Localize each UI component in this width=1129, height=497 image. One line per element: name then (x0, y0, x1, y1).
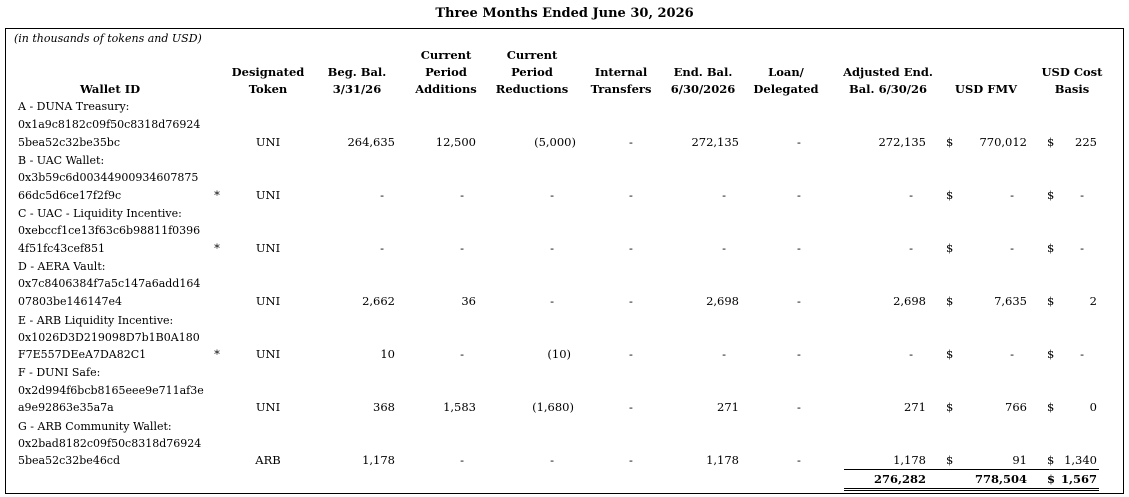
header-end-bal: End. Bal. 6/30/2026 (670, 65, 736, 96)
reductions-value: - (550, 241, 554, 255)
total-rule-bottom-1 (844, 488, 1099, 489)
header-reductions: Current Period Reductions (495, 48, 569, 96)
internal-transfers-value: - (629, 294, 633, 308)
usd-cost-basis-value: - (1080, 188, 1084, 202)
internal-transfers-value: - (629, 188, 633, 202)
wallet-address-line1: 0x1026D3D219098D7b1B0A180 (18, 331, 200, 344)
header-beg-bal: Beg. Bal. 3/31/26 (327, 65, 387, 96)
usd-fmv-value: 91 (1012, 453, 1027, 467)
reductions-value: (10) (547, 347, 571, 361)
internal-transfers-value: - (629, 135, 633, 149)
designated-token: UNI (255, 241, 281, 255)
usd-cost-basis-value: 0 (1089, 400, 1097, 414)
designated-token: ARB (255, 453, 281, 467)
beg-bal-value: 2,662 (362, 294, 395, 308)
wallet-address-line2: 66dc5d6ce17f2f9c (18, 189, 122, 202)
wallet-address-line1: 0xebccf1ce13f63c6b98811f0396 (18, 224, 201, 237)
additions-value: - (460, 188, 464, 202)
wallet-address-line2: 5bea52c32be35bc (18, 136, 121, 149)
end-bal-value: 2,698 (706, 294, 739, 308)
loan-delegated-value: - (797, 241, 801, 255)
additions-value: - (460, 241, 464, 255)
internal-transfers-value: - (629, 347, 633, 361)
header-wallet-id: Wallet ID (79, 82, 141, 96)
cost-dollar-sign: $ (1047, 347, 1055, 361)
reductions-value: - (550, 453, 554, 467)
total-rule-top (844, 469, 1099, 470)
adjusted-end-bal-value: 272,135 (878, 135, 926, 149)
loan-delegated-value: - (797, 453, 801, 467)
usd-cost-basis-value: - (1080, 347, 1084, 361)
units-note: (in thousands of tokens and USD) (14, 32, 202, 45)
star-marker: * (214, 241, 220, 255)
fmv-dollar-sign: $ (946, 400, 954, 414)
total-cost-dollar-sign: $ (1047, 472, 1056, 486)
loan-delegated-value: - (797, 294, 801, 308)
adjusted-end-bal-value: - (909, 347, 913, 361)
wallet-name: B - UAC Wallet: (18, 154, 105, 167)
beg-bal-value: - (380, 241, 384, 255)
cost-dollar-sign: $ (1047, 400, 1055, 414)
beg-bal-value: 1,178 (362, 453, 395, 467)
wallet-name: A - DUNA Treasury: (18, 100, 130, 113)
wallet-address-line2: a9e92863e35a7a (18, 401, 114, 414)
total-adjusted-end-bal: 276,282 (873, 472, 926, 486)
additions-value: 1,583 (443, 400, 476, 414)
internal-transfers-value: - (629, 453, 633, 467)
adjusted-end-bal-value: - (909, 241, 913, 255)
wallet-address-line1: 0x1a9c8182c09f50c8318d76924 (18, 118, 201, 131)
end-bal-value: 272,135 (691, 135, 739, 149)
wallet-name: C - UAC - Liquidity Incentive: (18, 207, 182, 220)
cost-dollar-sign: $ (1047, 294, 1055, 308)
header-internal-transfers: Internal Transfers (590, 65, 652, 96)
wallet-address-line2: 07803be146147e4 (18, 295, 123, 308)
designated-token: UNI (255, 400, 281, 414)
beg-bal-value: 10 (380, 347, 395, 361)
designated-token: UNI (255, 188, 281, 202)
header-usd-cost-basis: USD Cost Basis (1041, 65, 1103, 96)
designated-token: UNI (255, 347, 281, 361)
reductions-value: - (550, 294, 554, 308)
header-usd-fmv: USD FMV (954, 82, 1018, 96)
fmv-dollar-sign: $ (946, 453, 954, 467)
total-usd-fmv: 778,504 (974, 472, 1027, 486)
usd-cost-basis-value: 225 (1075, 135, 1097, 149)
usd-cost-basis-value: 1,340 (1064, 453, 1097, 467)
star-marker: * (214, 347, 220, 361)
additions-value: - (460, 347, 464, 361)
wallet-address-line2: F7E557DEeA7DA82C1 (18, 348, 147, 361)
fmv-dollar-sign: $ (946, 188, 954, 202)
wallet-address-line1: 0x2d994f6bcb8165eee9e711af3e (18, 384, 204, 397)
reductions-value: (5,000) (534, 135, 576, 149)
adjusted-end-bal-value: 2,698 (893, 294, 926, 308)
reductions-value: - (550, 188, 554, 202)
header-additions: Current Period Additions (415, 48, 477, 96)
usd-fmv-value: 766 (1005, 400, 1027, 414)
adjusted-end-bal-value: - (909, 188, 913, 202)
wallet-address-line2: 4f51fc43cef851 (18, 242, 106, 255)
usd-cost-basis-value: - (1080, 241, 1084, 255)
total-usd-cost-basis: 1,567 (1060, 472, 1097, 486)
wallet-name: G - ARB Community Wallet: (18, 420, 172, 433)
usd-fmv-value: 7,635 (994, 294, 1027, 308)
beg-bal-value: 368 (373, 400, 395, 414)
loan-delegated-value: - (797, 188, 801, 202)
wallet-address-line2: 5bea52c32be46cd (18, 454, 121, 467)
report-title: Three Months Ended June 30, 2026 (435, 6, 694, 21)
designated-token: UNI (255, 135, 281, 149)
cost-dollar-sign: $ (1047, 135, 1055, 149)
wallet-address-line1: 0x3b59c6d00344900934607875 (18, 171, 199, 184)
usd-fmv-value: 770,012 (979, 135, 1027, 149)
usd-fmv-value: - (1010, 188, 1014, 202)
star-marker: * (214, 188, 220, 202)
beg-bal-value: 264,635 (347, 135, 395, 149)
additions-value: 36 (461, 294, 476, 308)
end-bal-value: - (722, 241, 726, 255)
wallet-address-line1: 0x7c8406384f7a5c147a6add164 (18, 277, 201, 290)
end-bal-value: - (722, 347, 726, 361)
fmv-dollar-sign: $ (946, 347, 954, 361)
designated-token: UNI (255, 294, 281, 308)
cost-dollar-sign: $ (1047, 241, 1055, 255)
additions-value: - (460, 453, 464, 467)
total-rule-bottom-2 (844, 490, 1099, 491)
cost-dollar-sign: $ (1047, 453, 1055, 467)
internal-transfers-value: - (629, 400, 633, 414)
end-bal-value: 1,178 (706, 453, 739, 467)
usd-fmv-value: - (1010, 347, 1014, 361)
beg-bal-value: - (380, 188, 384, 202)
loan-delegated-value: - (797, 347, 801, 361)
adjusted-end-bal-value: 1,178 (893, 453, 926, 467)
usd-cost-basis-value: 2 (1089, 294, 1097, 308)
wallet-address-line1: 0x2bad8182c09f50c8318d76924 (18, 437, 202, 450)
reductions-value: (1,680) (532, 400, 574, 414)
usd-fmv-value: - (1010, 241, 1014, 255)
end-bal-value: - (722, 188, 726, 202)
end-bal-value: 271 (717, 400, 739, 414)
additions-value: 12,500 (435, 135, 476, 149)
cost-dollar-sign: $ (1047, 188, 1055, 202)
header-adjusted-end-bal: Adjusted End. Bal. 6/30/26 (843, 65, 933, 96)
loan-delegated-value: - (797, 400, 801, 414)
wallet-name: E - ARB Liquidity Incentive: (18, 314, 174, 327)
fmv-dollar-sign: $ (946, 241, 954, 255)
header-designated-token: Designated Token (231, 65, 305, 96)
wallet-name: D - AERA Vault: (18, 260, 106, 273)
header-loan-delegated: Loan/ Delegated (753, 65, 819, 96)
adjusted-end-bal-value: 271 (904, 400, 926, 414)
loan-delegated-value: - (797, 135, 801, 149)
fmv-dollar-sign: $ (946, 135, 954, 149)
fmv-dollar-sign: $ (946, 294, 954, 308)
internal-transfers-value: - (629, 241, 633, 255)
wallet-name: F - DUNI Safe: (18, 366, 101, 379)
